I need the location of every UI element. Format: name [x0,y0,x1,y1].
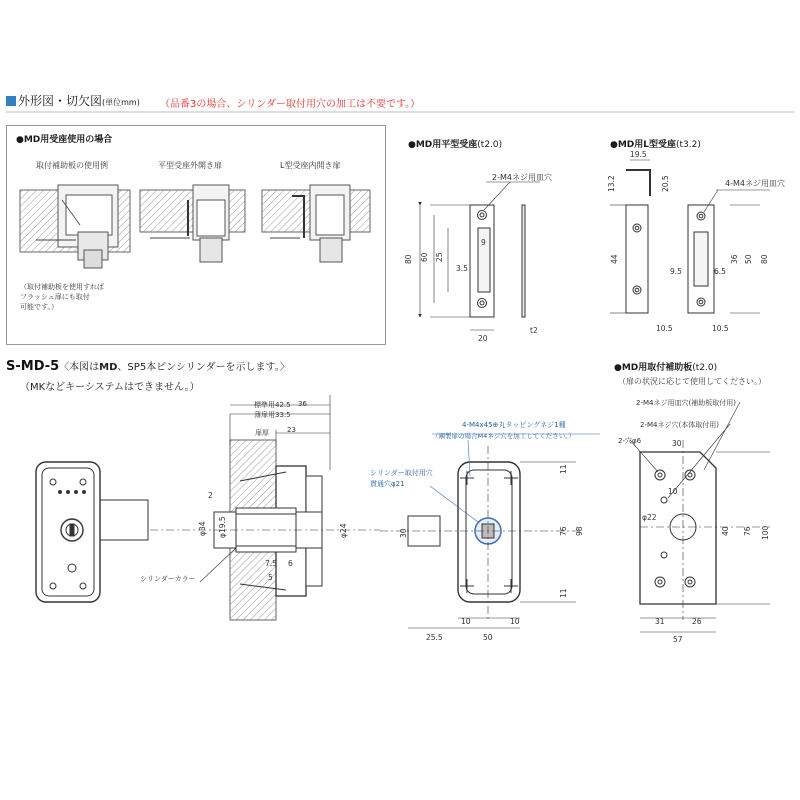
dim-flat-80: 80 [404,254,413,264]
dim-side-6: 6 [288,559,293,568]
aux-plate-label-1: 2-M4ネジ用皿穴(補助板取付用) [636,399,736,407]
md-sketch-2 [140,185,245,262]
dim-side-19-5: φ19.5 [218,516,227,538]
dim-aux-40: 40 [721,526,730,536]
dim-l-10-5a: 10.5 [656,324,673,333]
dim-aux-30: 30 [672,439,682,448]
aux-plate-note: （扉の状況に応じて使用してください。） [618,377,766,386]
md-box-note: （取付補助板を使用すれば フラッシュ扉にも取付 可能です。） [20,283,104,311]
dim-l-36: 36 [730,254,739,264]
dim-flat-3-5: 3.5 [456,264,468,273]
md-caption-3: L型受座内開き扉 [280,161,341,170]
dim-front-11b: 11 [559,588,568,598]
section-title: 外形図・切欠図(単位mm) [6,92,140,109]
dim-l-6-5: 6.5 [714,267,726,276]
dim-l-19-5: 19.5 [630,150,647,159]
side-std-label: 標準用42.5 [254,401,291,409]
side-d23: 23 [287,426,296,434]
dim-aux-26: 26 [692,617,702,626]
dim-flat-9: 9 [481,238,486,247]
dim-flat-20: 20 [478,334,488,343]
dim-l-50: 50 [744,254,753,264]
cylinder-hole-label-2: 貫通穴φ21 [370,480,405,488]
lock-section-view [150,395,380,620]
dim-side-34: φ34 [198,521,207,536]
side-d36: 36 [298,400,307,408]
md-sketch-1 [20,185,130,268]
model-subnote: （MKなどキーシステムはできません。） [20,382,200,393]
dim-l-80: 80 [760,254,769,264]
dim-front-10a: 10 [461,617,471,626]
l-strike-hole-label: 4-M4ネジ用皿穴 [725,179,785,188]
collar-label: シリンダーカラー [140,575,196,583]
lock-face-view [36,462,148,602]
model-heading: S-MD-5〈本図はMD、SP5本ピンシリンダーを示します。〉 [6,359,290,374]
flat-strike-title: ●MD用平型受座(t2.0) [408,140,503,150]
dim-l-9-5: 9.5 [670,267,682,276]
dim-front-50: 50 [483,633,493,642]
dim-flat-t2: t2 [530,326,538,335]
side-door-label: 扉厚 [255,429,269,437]
md-box-title: ●MD用受座使用の場合 [16,135,113,145]
dim-front-10b: 10 [510,617,520,626]
l-strike-drawing [610,160,770,313]
dim-side-5: 5 [268,573,273,582]
dim-aux-31: 31 [655,617,665,626]
dim-l-20-5: 20.5 [661,175,670,192]
dim-side-2: 2 [208,491,213,500]
screw-note: （鋼製扉の場合M4ネジ穴を加工してください。） [432,432,575,440]
md-caption-2: 平型受座外開き扉 [158,161,222,170]
md-sketch-3 [262,185,370,262]
dim-l-13-2: 13.2 [607,175,616,192]
header-note: （品番3の場合、シリンダー取付用穴の加工は不要です。） [160,99,421,110]
dim-front-76: 76 [559,526,568,536]
dim-flat-25: 25 [435,252,444,262]
dim-aux-22: φ22 [642,513,657,522]
dim-aux-10: 10 [668,487,678,496]
dim-front-25-5: 25.5 [426,633,443,642]
dim-flat-60: 60 [420,252,429,262]
dim-side-7-5: 7.5 [265,559,277,568]
dim-aux-76: 76 [743,526,752,536]
l-strike-title: ●MD用L型受座(t3.2) [610,140,701,150]
aux-plate-title: ●MD用取付補助板(t2.0) [614,363,718,373]
side-thin-label: 薄扉用33.5 [254,411,291,419]
aux-plate-label-3: 2-穴φ6 [618,437,642,445]
dim-side-24: φ24 [339,523,348,538]
dim-l-10-5b: 10.5 [712,324,729,333]
dim-front-98: 98 [575,526,584,536]
dim-l-44: 44 [610,254,619,264]
dim-aux-100: 100 [761,525,770,540]
aux-plate-label-2: 2-M4ネジ穴(本体取付用) [640,421,719,429]
screw-label: 4-M4x45⊕丸タッピングネジ1種 [462,421,566,429]
dim-front-11a: 11 [559,464,568,474]
md-caption-1: 取付補助板の使用例 [36,161,108,170]
dim-front-30: 30 [399,528,408,538]
cylinder-hole-label-1: シリンダー取付用穴 [370,469,433,477]
dim-aux-57: 57 [673,635,683,644]
flat-strike-hole-label: 2-M4ネジ用皿穴 [492,173,552,182]
